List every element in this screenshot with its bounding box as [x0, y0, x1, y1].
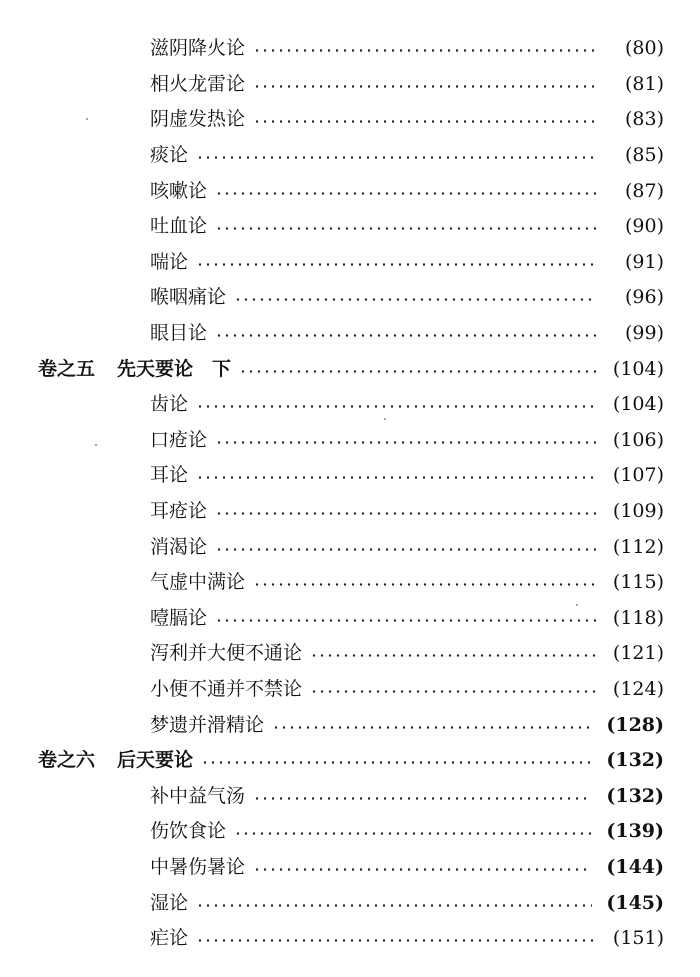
entry-title: 伤饮食论 [150, 820, 227, 843]
toc-entry [0, 885, 700, 921]
toc-entry [0, 458, 700, 494]
page-number: (106) [612, 428, 664, 451]
volume-label: 卷之五 [38, 357, 96, 380]
page-number: (104) [612, 357, 664, 380]
scan-speck [384, 418, 386, 420]
entry-title: 湿论 [150, 891, 189, 914]
page-number: (83) [624, 108, 664, 131]
table-of-contents [0, 31, 700, 956]
page-number: (107) [612, 464, 664, 487]
entry-title: 气虚中满论 [150, 571, 246, 594]
dot-leader [253, 85, 596, 88]
toc-entry [0, 636, 700, 672]
toc-entry [0, 814, 700, 850]
toc-entry [0, 565, 700, 601]
dot-leader [196, 156, 596, 159]
page-number: (104) [612, 393, 664, 416]
dot-leader [253, 797, 592, 800]
page-number: (112) [612, 535, 664, 558]
page-number: (132) [606, 749, 664, 772]
toc-entry [0, 850, 700, 886]
toc-entry [0, 245, 700, 281]
toc-entry [0, 138, 700, 174]
entry-title: 咳嗽论 [150, 179, 208, 202]
dot-leader [196, 476, 596, 479]
dot-leader [234, 832, 592, 835]
dot-leader [215, 512, 596, 515]
toc-entry [0, 707, 700, 743]
entry-title: 吐血论 [150, 215, 208, 238]
entry-title: 痰论 [150, 144, 189, 167]
entry-title: 噎膈论 [150, 606, 208, 629]
dot-leader [196, 263, 596, 266]
toc-entry [0, 601, 700, 637]
chapter-title: 先天要论 下 [117, 357, 232, 380]
toc-entry [0, 387, 700, 423]
page-number: (85) [624, 144, 664, 167]
page-number: (91) [624, 250, 664, 273]
dot-leader [196, 904, 592, 907]
toc-entry [0, 494, 700, 530]
entry-title: 泻利并大便不通论 [150, 642, 303, 665]
page-number: (139) [606, 820, 664, 843]
dot-leader [253, 49, 596, 52]
dot-leader [215, 441, 596, 444]
toc-entry [0, 209, 700, 245]
entry-title: 小便不通并不禁论 [150, 677, 303, 700]
toc-chapter-heading [0, 743, 700, 779]
dot-leader [253, 583, 596, 586]
toc-entry [0, 102, 700, 138]
dot-leader [310, 690, 596, 693]
dot-leader [272, 726, 592, 729]
dot-leader [196, 405, 596, 408]
toc-entry [0, 672, 700, 708]
page-number: (109) [612, 500, 664, 523]
dot-leader [253, 120, 596, 123]
entry-title: 耳疮论 [150, 500, 208, 523]
entry-title: 喘论 [150, 250, 189, 273]
entry-title: 滋阴降火论 [150, 37, 246, 60]
page-number: (96) [624, 286, 664, 309]
page-number: (99) [624, 322, 664, 345]
entry-title: 口疮论 [150, 428, 208, 451]
dot-leader [201, 761, 592, 764]
page-number: (87) [624, 179, 664, 202]
entry-title: 疟论 [150, 927, 189, 950]
scan-speck [95, 444, 97, 446]
page-number: (90) [624, 215, 664, 238]
page-number: (121) [612, 642, 664, 665]
page-number: (115) [612, 571, 664, 594]
page-number: (144) [606, 855, 664, 878]
dot-leader [215, 619, 596, 622]
dot-leader [215, 548, 596, 551]
page-number: (124) [612, 677, 664, 700]
page-number: (151) [612, 927, 664, 950]
page-number: (81) [624, 72, 664, 95]
toc-chapter-heading [0, 351, 700, 387]
page-number: (145) [606, 891, 664, 914]
dot-leader [215, 192, 596, 195]
scan-speck [576, 604, 578, 606]
toc-entry [0, 173, 700, 209]
entry-title: 齿论 [150, 393, 189, 416]
volume-label: 卷之六 [38, 749, 96, 772]
page-number: (118) [612, 606, 664, 629]
dot-leader [196, 939, 596, 942]
entry-title: 相火龙雷论 [150, 72, 246, 95]
dot-leader [239, 370, 596, 373]
toc-entry [0, 31, 700, 67]
entry-title: 消渴论 [150, 535, 208, 558]
toc-entry [0, 921, 700, 957]
toc-entry [0, 316, 700, 352]
entry-title: 梦遗并滑精论 [150, 713, 265, 736]
dot-leader [310, 654, 596, 657]
dot-leader [234, 298, 596, 301]
toc-entry [0, 423, 700, 459]
entry-title: 补中益气汤 [150, 784, 246, 807]
page-number: (132) [606, 784, 664, 807]
toc-entry [0, 778, 700, 814]
entry-title: 喉咽痛论 [150, 286, 227, 309]
toc-entry [0, 67, 700, 103]
page-number: (80) [624, 37, 664, 60]
toc-entry [0, 280, 700, 316]
chapter-title: 后天要论 [117, 749, 194, 772]
entry-title: 阴虚发热论 [150, 108, 246, 131]
dot-leader [215, 334, 596, 337]
dot-leader [253, 868, 592, 871]
page-number: (128) [606, 713, 664, 736]
entry-title: 耳论 [150, 464, 189, 487]
dot-leader [215, 227, 596, 230]
entry-title: 中暑伤暑论 [150, 855, 246, 878]
entry-title: 眼目论 [150, 322, 208, 345]
scan-speck [86, 118, 88, 120]
toc-entry [0, 529, 700, 565]
